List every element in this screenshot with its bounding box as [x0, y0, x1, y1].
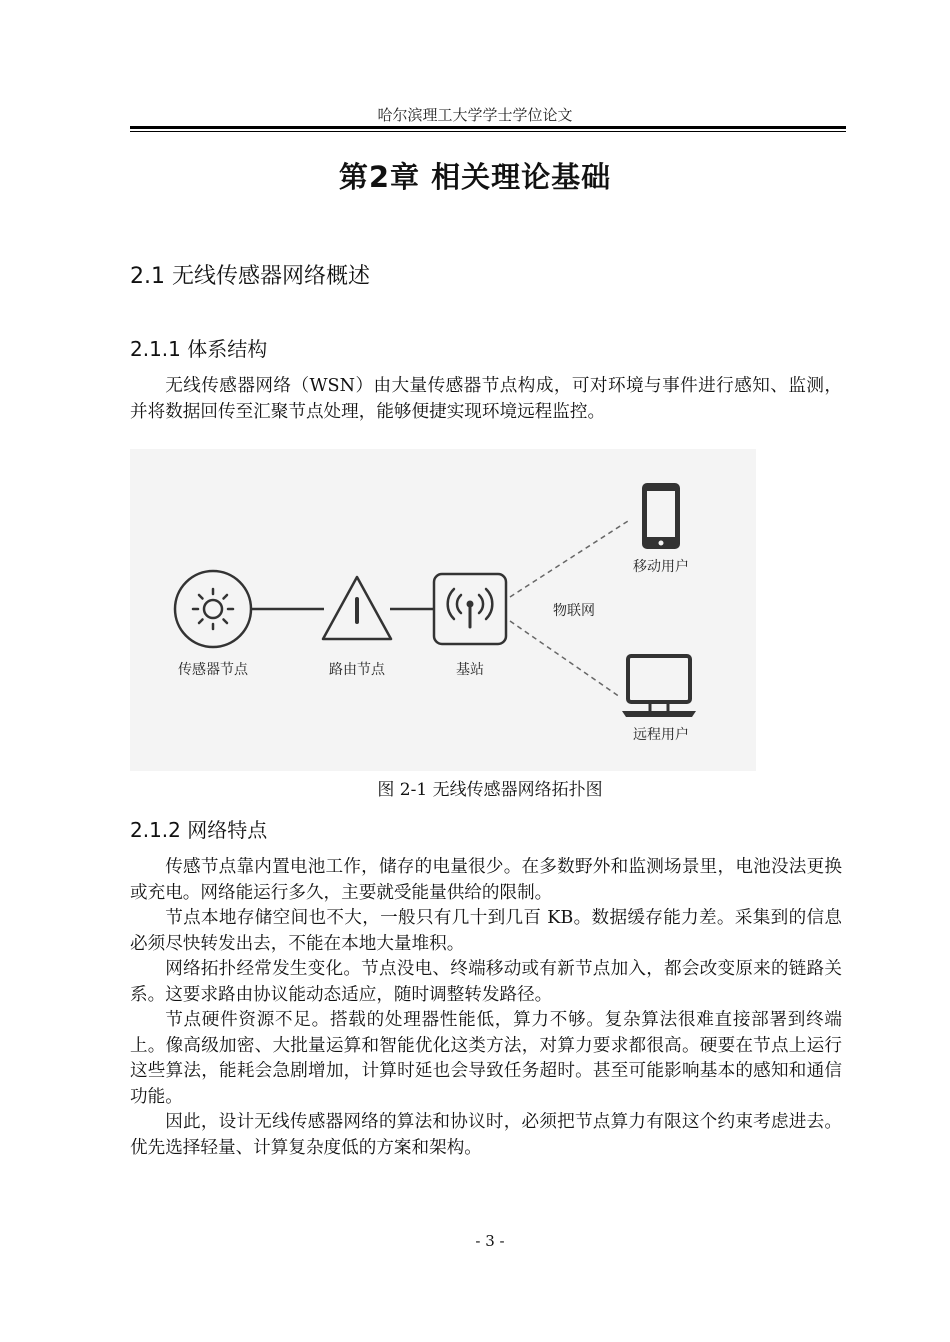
- paragraph-storage: 节点本地存储空间也不大，一般只有几十到几百 KB。数据缓存能力差。采集到的信息必须尽快转发出去，不能在本地大量堆积。: [130, 908, 842, 954]
- subsection-heading-architecture: 2.1.1 体系结构: [130, 337, 268, 361]
- figure-caption: 图 2-1 无线传感器网络拓扑图: [377, 780, 603, 800]
- running-header: 哈尔滨理工大学学士学位论文: [377, 106, 573, 124]
- paragraph-topology: 网络拓扑经常发生变化。节点没电、终端移动或有新节点加入，都会改变原来的链路关系。这要求路由协议能动态适应，随时调整转发路径。: [130, 959, 842, 1005]
- monitor-icon: [622, 656, 696, 717]
- label-router-node: 路由节点: [329, 662, 385, 678]
- wsn-topology-diagram: [130, 449, 756, 771]
- antenna-icon: [434, 574, 506, 644]
- label-iot: 物联网: [553, 603, 595, 619]
- header-rule-thick: [130, 126, 846, 129]
- label-remote-user: 远程用户: [633, 727, 689, 743]
- label-mobile-user: 移动用户: [633, 559, 689, 575]
- link-base-mobile: [510, 521, 628, 597]
- sun-icon: [175, 571, 251, 647]
- wsn-topology-figure: [130, 449, 756, 771]
- page-number: - 3 -: [475, 1232, 505, 1250]
- link-base-remote: [510, 621, 620, 697]
- paragraph-energy: 传感节点靠内置电池工作，储存的电量很少。在多数野外和监测场景里，电池没法更换或充电。网络能运行多久，主要就受能量供给的限制。: [130, 857, 842, 903]
- subsection-heading-features: 2.1.2 网络特点: [130, 818, 268, 842]
- paragraph-hardware: 节点硬件资源不足。搭载的处理器性能低，算力不够。复杂算法很难直接部署到终端上。像高级加密、大批量运算和智能优化这类方法，对算力要求都很高。硬要在节点上运行这些算法，能耗会急剧增加，计算时延也会导致任务超时。甚至可能影响基本的感知和通信功能。: [130, 1010, 842, 1107]
- label-base-station: 基站: [456, 662, 484, 678]
- section-heading: 2.1 无线传感器网络概述: [130, 264, 370, 289]
- header-rule-thin: [130, 131, 846, 132]
- label-sensor-node: 传感器节点: [178, 662, 248, 678]
- smartphone-icon: [642, 483, 680, 549]
- chapter-title: 第2章 相关理论基础: [338, 160, 612, 194]
- warning-triangle-icon: [323, 577, 391, 639]
- paragraph-architecture: 无线传感器网络（WSN）由大量传感器节点构成，可对环境与事件进行感知、监测，并将数据回传至汇聚节点处理，能够便捷实现环境远程监控。: [130, 376, 842, 422]
- paragraph-conclusion: 因此，设计无线传感器网络的算法和协议时，必须把节点算力有限这个约束考虑进去。优先选择轻量、计算复杂度低的方案和架构。: [130, 1112, 842, 1158]
